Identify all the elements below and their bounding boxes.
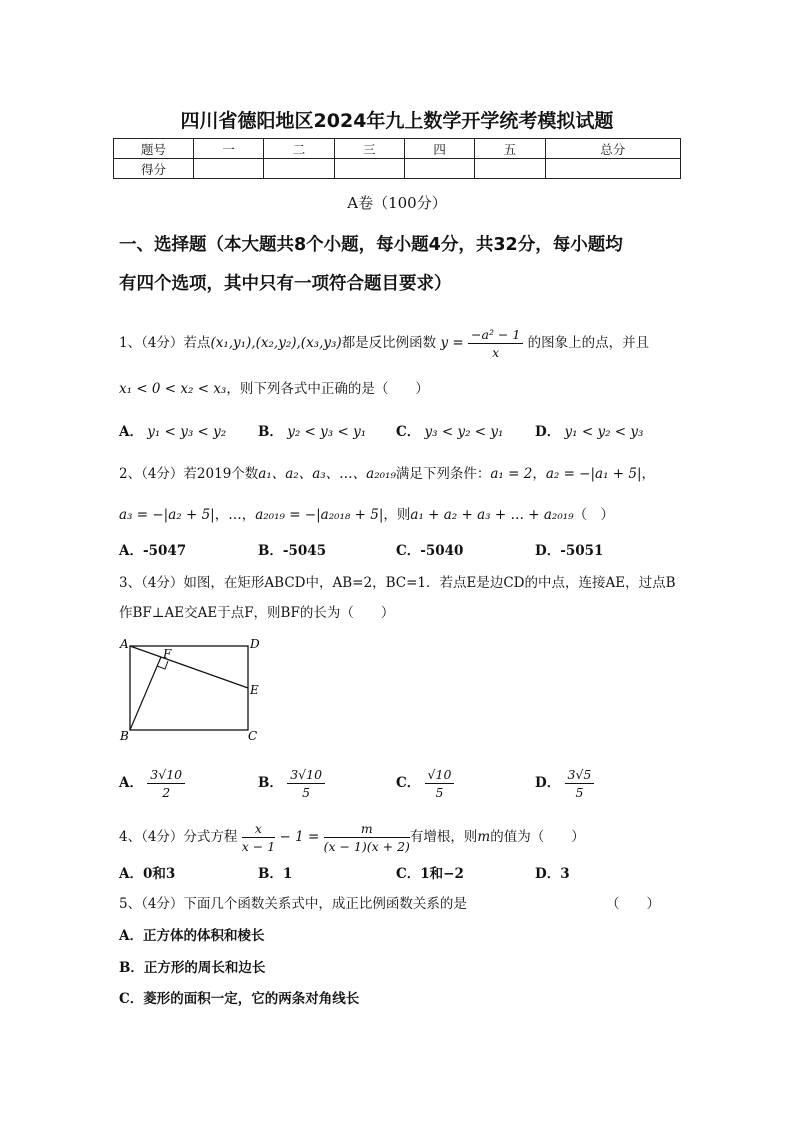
q2-sequence: a₁、a₂、a₃、…、a₂₀₁₉ xyxy=(258,466,396,482)
q1-mid: 都是反比例函数 xyxy=(341,335,437,351)
q1-frac-den: x xyxy=(492,345,500,360)
score-header-cell: 总分 xyxy=(545,139,680,159)
q1-fn-lhs: y = xyxy=(440,335,464,351)
question-2-line2 xyxy=(119,506,614,524)
option-fraction xyxy=(147,766,185,801)
option-label: B． xyxy=(119,960,144,976)
option-fraction xyxy=(425,766,455,801)
q4-prefix: 4、（4分）分式方程 xyxy=(119,829,238,845)
option-text: 1和−2 xyxy=(420,866,464,882)
q2-sum: a₁ + a₂ + a₃ + … + a₂₀₁₉ xyxy=(410,507,574,523)
question-5-paren: （ ） xyxy=(606,896,660,912)
option-text: y₂ < y₃ < y₁ xyxy=(287,424,367,440)
option-text: 3 xyxy=(560,866,570,882)
score-cell[interactable] xyxy=(334,159,404,179)
q5-option-b[interactable] xyxy=(119,959,265,977)
q1-condition-tail: ，则下列各式中正确的是（ ） xyxy=(226,381,429,397)
score-header-cell: 题号 xyxy=(114,139,194,159)
option-label: C． xyxy=(396,866,421,882)
fraction-num: √10 xyxy=(425,766,455,784)
option-label: C． xyxy=(119,991,144,1007)
option-text: 正方体的体积和棱长 xyxy=(142,928,265,944)
q2-a3: a₃ = −|a₂ + 5| xyxy=(119,507,215,523)
option-label: A． xyxy=(119,866,143,882)
fraction-num: 3√10 xyxy=(147,766,185,784)
score-cell[interactable] xyxy=(475,159,545,179)
q3-option-a[interactable] xyxy=(119,766,185,801)
option-text: 正方形的周长和边长 xyxy=(143,960,266,976)
score-cell[interactable] xyxy=(264,159,334,179)
option-label: B． xyxy=(258,424,283,440)
segment-ae xyxy=(130,646,248,688)
option-label: C． xyxy=(396,424,421,440)
fraction-num: x xyxy=(242,820,275,838)
q4-mid: − 1 = xyxy=(279,829,320,845)
option-fraction xyxy=(565,766,595,801)
option-label: C． xyxy=(396,543,421,559)
score-header-cell: 五 xyxy=(475,139,545,159)
fraction-num: 3√5 xyxy=(565,766,595,784)
q1-option-c[interactable] xyxy=(396,423,503,441)
score-header-cell: 三 xyxy=(334,139,404,159)
option-label: A． xyxy=(119,928,143,944)
q1-option-a[interactable] xyxy=(119,423,226,441)
q2-sep: ， xyxy=(641,466,656,482)
q2-option-b[interactable] xyxy=(258,542,326,560)
q1-option-b[interactable] xyxy=(258,423,366,441)
fraction-num: m xyxy=(324,820,410,838)
page-title: 四川省德阳地区2024年九上数学开学统考模拟试题 xyxy=(180,110,614,132)
option-text: -5047 xyxy=(142,543,187,559)
question-1-line1 xyxy=(119,326,649,361)
q1-option-d[interactable] xyxy=(535,423,643,441)
q1-suffix: 的图象上的点，并且 xyxy=(527,335,650,351)
score-row-label: 得分 xyxy=(114,159,194,179)
option-label: B． xyxy=(258,543,283,559)
q3-option-c[interactable] xyxy=(396,766,454,801)
label-d: D xyxy=(250,637,260,651)
q4-option-a[interactable] xyxy=(119,865,175,883)
question-1-line2 xyxy=(119,380,429,398)
score-header-cell: 四 xyxy=(404,139,474,159)
q2-prefix: 2、（4分）若2019个数 xyxy=(119,466,259,482)
fraction-den: 2 xyxy=(162,785,171,800)
section1-heading-line2: 有四个选项，其中只有一项符合题目要求） xyxy=(119,274,452,294)
option-label: A． xyxy=(119,424,143,440)
q2-ellipsis: ，…， xyxy=(214,507,256,523)
fraction-den: x − 1 xyxy=(241,839,276,854)
score-table xyxy=(113,138,681,179)
option-text: 菱形的面积一定，它的两条对角线长 xyxy=(143,991,360,1007)
q5-option-a[interactable] xyxy=(119,927,264,945)
option-label: D． xyxy=(535,866,561,882)
q1-points: (x₁,y₁),(x₂,y₂),(x₃,y₃) xyxy=(210,335,342,351)
question-3-line2: 作BF⊥AE交AE于点F，则BF的长为（ ） xyxy=(119,605,395,621)
q2-option-c[interactable] xyxy=(396,542,463,560)
rectangle-figure xyxy=(118,634,266,746)
score-header-cell: 一 xyxy=(194,139,264,159)
section-a-heading: A卷（100分） xyxy=(347,194,447,212)
q4-option-c[interactable] xyxy=(396,865,464,883)
q2-a2019: a₂₀₁₉ = −|a₂₀₁₈ + 5| xyxy=(255,507,384,523)
option-text: 0和3 xyxy=(142,866,176,882)
question-2-line1 xyxy=(119,465,655,483)
score-table-header-row xyxy=(114,139,681,159)
option-label: C． xyxy=(396,775,421,791)
option-fraction xyxy=(287,766,325,801)
option-label: B． xyxy=(258,866,283,882)
q4-var: m xyxy=(477,829,491,845)
fraction-den: 5 xyxy=(435,785,444,800)
q2-option-d[interactable] xyxy=(535,542,603,560)
q4-option-b[interactable] xyxy=(258,865,292,883)
q3-option-b[interactable] xyxy=(258,766,325,801)
q4-fraction-2 xyxy=(324,820,410,855)
q4-suffix: 有增根，则 xyxy=(409,829,478,845)
fraction-den: 5 xyxy=(302,785,311,800)
score-cell[interactable] xyxy=(404,159,474,179)
q2-then: ，则 xyxy=(383,507,411,523)
question-4-line1 xyxy=(119,820,585,855)
q2-c2: a₂ = −|a₁ + 5| xyxy=(545,466,642,482)
q2-paren: （ ） xyxy=(573,507,615,523)
score-cell[interactable] xyxy=(545,159,680,179)
label-e: E xyxy=(250,683,259,697)
option-label: D． xyxy=(535,543,561,559)
q4-tail: 的值为（ ） xyxy=(490,829,585,845)
label-f: F xyxy=(163,647,172,661)
q2-sep: ， xyxy=(532,466,546,482)
option-text: y₁ < y₃ < y₂ xyxy=(147,424,227,440)
option-text: -5045 xyxy=(282,543,327,559)
q2-option-a[interactable] xyxy=(119,542,186,560)
q2-c1: a₁ = 2 xyxy=(490,466,533,482)
q1-frac-num: −a² − 1 xyxy=(468,326,523,344)
question-3-line1: 3、（4分）如图，在矩形ABCD中，AB=2，BC=1．若点E是边CD的中点，连接AE，过点B xyxy=(119,575,676,591)
q1-condition: x₁ < 0 < x₂ < x₃ xyxy=(119,381,227,397)
q2-condition-label: 满足下列条件： xyxy=(395,466,491,482)
fraction-den: 5 xyxy=(575,785,584,800)
option-text: 1 xyxy=(282,866,293,882)
score-cell[interactable] xyxy=(194,159,264,179)
section1-heading-line1: 一、选择题（本大题共8个小题，每小题4分，共32分，每小题均 xyxy=(119,235,623,255)
option-label: D． xyxy=(535,775,561,791)
segment-bf xyxy=(130,657,161,730)
q3-option-d[interactable] xyxy=(535,766,594,801)
option-text: y₃ < y₂ < y₁ xyxy=(424,424,504,440)
fraction-den: (x − 1)(x + 2) xyxy=(323,839,410,854)
option-label: A． xyxy=(119,775,143,791)
label-c: C xyxy=(248,729,258,743)
question-5-stem: 5、（4分）下面几个函数关系式中，成正比例函数关系的是 xyxy=(119,896,467,912)
score-table-score-row xyxy=(114,159,681,179)
option-label: B． xyxy=(258,775,283,791)
option-text: y₁ < y₂ < y₃ xyxy=(564,424,644,440)
q5-option-c[interactable] xyxy=(119,990,359,1008)
label-b: B xyxy=(120,729,129,743)
q4-option-d[interactable] xyxy=(535,865,570,883)
option-text: -5040 xyxy=(420,543,464,559)
q1-fraction xyxy=(468,326,523,361)
option-text: -5051 xyxy=(560,543,604,559)
option-label: D． xyxy=(535,424,561,440)
fraction-num: 3√10 xyxy=(287,766,325,784)
option-label: A． xyxy=(119,543,143,559)
label-a: A xyxy=(120,637,129,651)
score-header-cell: 二 xyxy=(264,139,334,159)
q4-fraction-1 xyxy=(242,820,275,855)
q1-prefix: 1、（4分）若点 xyxy=(119,335,211,351)
